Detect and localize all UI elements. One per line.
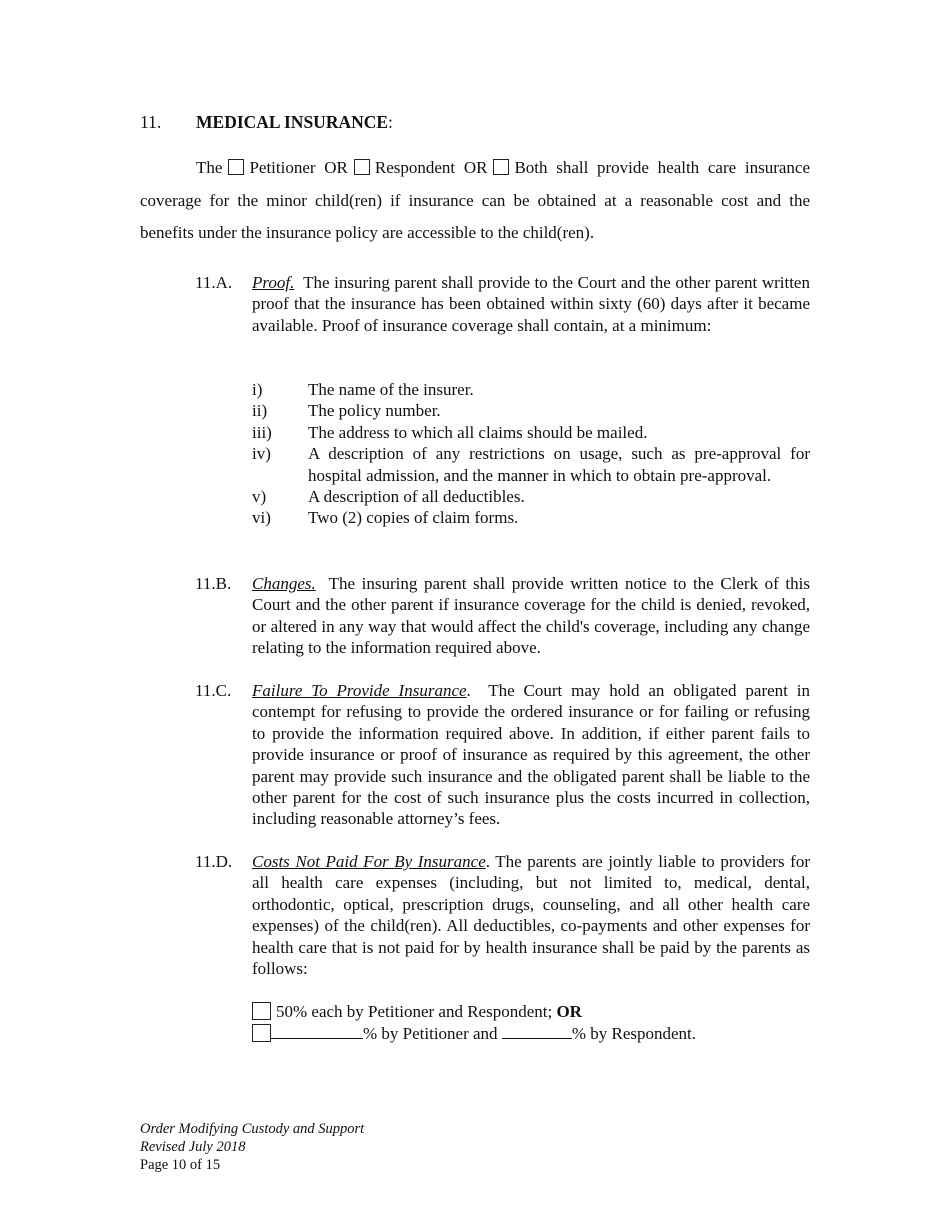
- intro-paragraph: The Petitioner OR Respondent OR Both shall provide health care insurance coverage for the minor child(ren) if insurance can be obtained at a reasonable cost and the benefits under the insurance policy are accessible to the child(ren).: [140, 158, 811, 242]
- section-11a-number: 11.A.: [195, 273, 233, 292]
- option-custom-split: % by Petitioner and % by Respondent.: [252, 1023, 696, 1045]
- respondent-percent-field[interactable]: [502, 1023, 572, 1039]
- section-11b-number: 11.B.: [195, 574, 232, 593]
- list-item: vi) Two (2) copies of claim forms.: [252, 508, 519, 528]
- list-item: iv) A description of any restrictions on usage, such as pre-approval for hospital admission, and the manner in which to obtain pre-approval.: [252, 444, 810, 485]
- page-footer: [140, 1120, 364, 1174]
- equal-split-checkbox[interactable]: [252, 1002, 271, 1020]
- respondent-checkbox[interactable]: [354, 159, 370, 175]
- section-11d-number: 11.D.: [195, 852, 233, 871]
- payment-options: [252, 1001, 696, 1045]
- list-item: v) A description of all deductibles.: [252, 487, 525, 507]
- list-item: i) The name of the insurer.: [252, 380, 474, 399]
- section-title: MEDICAL INSURANCE: [196, 112, 389, 132]
- both-checkbox[interactable]: [493, 159, 509, 175]
- section-11a-title: Proof.: [252, 273, 295, 292]
- list-item: iii) The address to which all claims should be mailed.: [252, 422, 648, 442]
- section-heading: 11. MEDICAL INSURANCE:: [140, 112, 393, 132]
- footer-revision: Revised July 2018: [140, 1139, 246, 1155]
- section-11c: 11.C. Failure To Provide Insurance. The Court may hold an obligated parent in contempt for refusing to provide the ordered insurance or for failing or refusing to provide the information required above. In addition, if either parent fails to provide insurance or proof of insurance as required by this agreement, the other parent may provide such insurance and the obligated parent shall be liable to the other parent for the cost of such insurance plus the costs incurred in collection, including reasonable attorney’s fees.: [195, 681, 811, 829]
- footer-form-title: Order Modifying Custody and Support: [140, 1121, 365, 1137]
- section-11c-title: Failure To Provide Insurance: [252, 681, 467, 700]
- petitioner-checkbox[interactable]: [228, 159, 244, 175]
- custom-split-checkbox[interactable]: [252, 1024, 271, 1042]
- proof-requirements-list: [252, 379, 810, 529]
- section-11b: 11.B. Changes. The insuring parent shall provide written notice to the Clerk of this Court and the other parent if insurance coverage for the child is denied, revoked, or altered in any way that would affect the child's coverage, including any change relating to the information required above.: [195, 574, 810, 658]
- section-11d-title: Costs Not Paid For By Insurance: [252, 852, 486, 871]
- option-equal-split: 50% each by Petitioner and Respondent; OR: [252, 1001, 696, 1023]
- section-11a: 11.A. Proof. The insuring parent shall provide to the Court and the other parent written proof that the insurance has been obtained within sixty (60) days after it became available. Proof of insurance coverage shall contain, at a minimum:: [195, 273, 810, 335]
- list-item: ii) The policy number.: [252, 401, 441, 421]
- footer-page-number: Page 10 of 15: [140, 1157, 221, 1173]
- section-11b-title: Changes.: [252, 574, 316, 593]
- petitioner-percent-field[interactable]: [271, 1023, 363, 1039]
- section-number: 11.: [140, 112, 162, 132]
- section-11d: 11.D. Costs Not Paid For By Insurance. The parents are jointly liable to providers for all health care expenses (including, but not limited to, medical, dental, orthodontic, optical, prescription drugs, counseling, and all other health care expenses) of the child(ren). All deductibles, co-payments and other expenses for health care that is not paid for by health insurance shall be paid by the parents as follows:: [195, 852, 810, 979]
- section-11c-number: 11.C.: [195, 681, 232, 700]
